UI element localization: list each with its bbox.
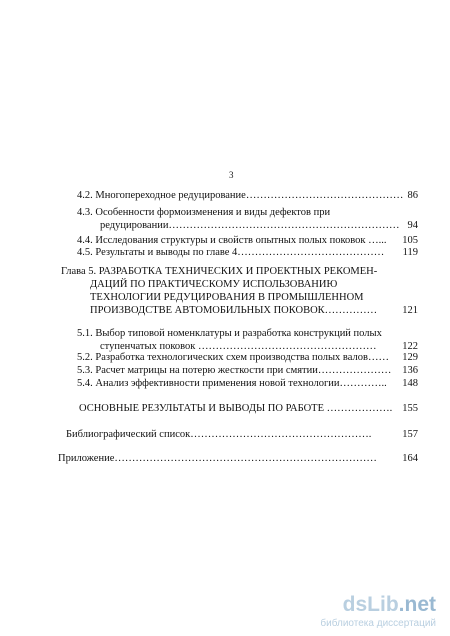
toc-page-5-4: 148 [402, 378, 418, 389]
toc-appendix: Приложение………………………………………………………………… [58, 453, 377, 464]
toc-entry-5-1: 5.1. Выбор типовой номенклатуры и разработка конструкций полых [77, 328, 382, 339]
toc-page-4-4: 105 [402, 235, 418, 246]
toc-entry-5-1-cont: ступенчатых поковок …………………………………………… [100, 341, 377, 352]
toc-entry-4-3-cont: редуцировании………………………………………………………… [100, 220, 400, 231]
toc-page-5-2: 129 [402, 352, 418, 363]
toc-chapter-5-line3: ТЕХНОЛОГИИ РЕДУЦИРОВАНИЯ В ПРОМЫШЛЕННОМ [90, 292, 364, 303]
toc-entry-4-3: 4.3. Особенности формоизменения и виды дефектов при [77, 207, 331, 218]
toc-bibliography: Библиографический список……………………………………………. [66, 429, 372, 440]
toc-page-appendix: 164 [402, 453, 418, 464]
watermark-logo [320, 594, 436, 616]
toc-entry-5-2: 5.2. Разработка технологических схем производства полых валов…… [77, 352, 389, 363]
toc-page-4-5: 119 [402, 247, 418, 258]
toc-entry-4-4: 4.4. Исследования структуры и свойств опытных полых поковок …... [77, 235, 387, 246]
toc-page-5-3: 136 [402, 365, 418, 376]
toc-page-chapter-5: 121 [402, 305, 418, 316]
toc-page-main-results: 155 [402, 403, 418, 414]
toc-chapter-5-line2: ДАЦИЙ ПО ПРАКТИЧЕСКОМУ ИСПОЛЬЗОВАНИЮ [90, 279, 338, 290]
watermark-logo-suffix: .net [398, 593, 436, 616]
toc-page-bibliography: 157 [402, 429, 418, 440]
toc-main-results: ОСНОВНЫЕ РЕЗУЛЬТАТЫ И ВЫВОДЫ ПО РАБОТЕ ………………. [79, 403, 393, 414]
watermark [320, 594, 436, 630]
toc-page-4-2: 86 [407, 190, 418, 201]
toc-entry-5-4: 5.4. Анализ эффективности применения новой технологии………….. [77, 378, 387, 389]
toc-entry-5-3: 5.3. Расчет матрицы на потерю жесткости при смятии………………… [77, 365, 392, 376]
toc-chapter-5-line4: ПРОИЗВОДСТВЕ АВТОМОБИЛЬНЫХ ПОКОВОК…………… [90, 305, 378, 316]
page-number: 3 [229, 170, 234, 180]
toc-entry-4-5: 4.5. Результаты и выводы по главе 4…………………………………… [77, 247, 385, 258]
toc-page-5-1: 122 [402, 341, 418, 352]
toc-page-4-3: 94 [407, 220, 418, 231]
watermark-logo-prefix: dsLib [342, 593, 399, 616]
toc-chapter-5-line1: Глава 5. РАЗРАБОТКА ТЕХНИЧЕСКИХ И ПРОЕКТНЫХ РЕКОМЕН- [61, 266, 378, 277]
toc-entry-4-2: 4.2. Многопереходное редуцирование……………………………………… [77, 190, 404, 201]
watermark-subtitle: библиотека диссертаций [320, 618, 436, 629]
